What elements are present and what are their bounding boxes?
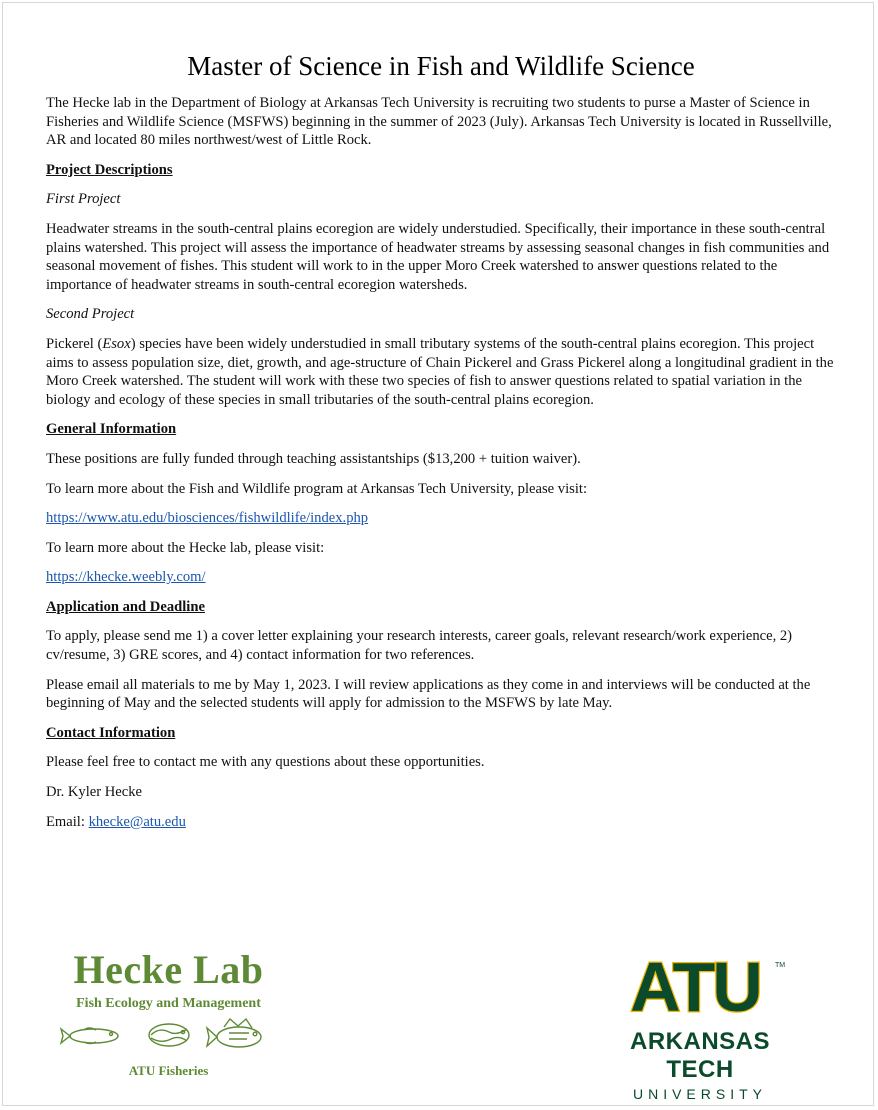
hecke-lab-subtitle: Fish Ecology and Management	[76, 996, 261, 1011]
general-information-heading: General Information	[46, 421, 177, 438]
esox-genus: Esox	[102, 335, 131, 352]
deadline-text: Please email all materials to me by May 1, 2023. I will review applications as they come in and interviews will be conducted at the beginning of May and the selected students will apply for admission to the MSFWS by late May.	[46, 676, 811, 712]
second-project-label: Second Project	[46, 306, 135, 323]
contact-invite: Please feel free to contact me with any questions about these opportunities.	[46, 754, 485, 771]
lab-link[interactable]: https://khecke.weebly.com/	[46, 569, 206, 586]
hecke-lab-title: Hecke Lab	[73, 947, 264, 992]
contact-name: Dr. Kyler Hecke	[46, 784, 143, 801]
application-heading: Application and Deadline	[46, 598, 205, 615]
second-project-text	[46, 335, 836, 409]
atu-logo	[600, 955, 800, 1102]
hecke-lab-logo	[56, 948, 281, 1078]
program-prompt: To learn more about the Fish and Wildlife program at Arkansas Tech University, please visit:	[46, 480, 587, 497]
contact-heading: Contact Information	[46, 724, 176, 741]
program-link[interactable]: https://www.atu.edu/biosciences/fishwildlife/index.php	[46, 510, 369, 527]
first-project-label: First Project	[46, 191, 121, 208]
contact-email-line	[46, 813, 836, 832]
document-body	[46, 50, 836, 842]
atu-name: ARKANSAS TECH	[629, 1028, 770, 1083]
project-descriptions-heading: Project Descriptions	[46, 161, 173, 178]
trademark-symbol: TM	[775, 962, 785, 969]
funding-text: These positions are fully funded through teaching assistantships ($13,200 + tuition waiver).	[46, 450, 581, 467]
intro-paragraph: The Hecke lab in the Department of Biology at Arkansas Tech University is recruiting two students to purse a Master of Science in Fisheries and Wildlife Science (MSFWS) beginning in the summer of 2023 (July). Arkansas Tech University is located in Russellville, AR and located 80 miles northwest/west of Little Rock.	[46, 95, 832, 149]
apply-text: To apply, please send me 1) a cover letter explaining your research interests, career goals, relevant research/work experience, 2) cv/resume, 3) GRE scores, and 4) contact information for two references.	[46, 628, 793, 664]
email-link[interactable]: khecke@atu.edu	[88, 813, 186, 830]
atu-wordmark	[615, 955, 785, 1017]
email-label: Email:	[46, 813, 89, 830]
page-title: Master of Science in Fish and Wildlife Science	[187, 51, 695, 81]
atu-university: UNIVERSITY	[632, 1086, 767, 1102]
atu-mark-text: ATU	[630, 955, 760, 1017]
fish-illustration-icon	[59, 1016, 279, 1054]
first-project-text: Headwater streams in the south-central plains ecoregion are widely understudied. Specifically, their importance in these south-central plains watershed. This project will assess the importance of headwater streams by assessing seasonal changes in fish communities and seasonal movement of fishes. This student will work to in the upper Moro Creek watershed to answer questions related to the importance of headwater streams in south-central ecoregion watersheds.	[46, 220, 830, 293]
lab-prompt: To learn more about the Hecke lab, please visit:	[46, 539, 325, 556]
second-project-text-start: Pickerel (	[46, 335, 103, 352]
atu-fisheries-label: ATU Fisheries	[128, 1063, 209, 1078]
second-project-text-rest: ) species have been widely understudied in small tributary systems of the south-central plains ecoregion. This project aims to assess population size, diet, growth, and age-structure of Chain Pickerel and Grass Pickerel along a longitudinal gradient in the Moro Creek watershed. The student will work with these two species of fish to answer questions related to spatial variation in the biology and ecology of these species in small tributaries of the south-central plains ecoregion.	[46, 335, 834, 408]
